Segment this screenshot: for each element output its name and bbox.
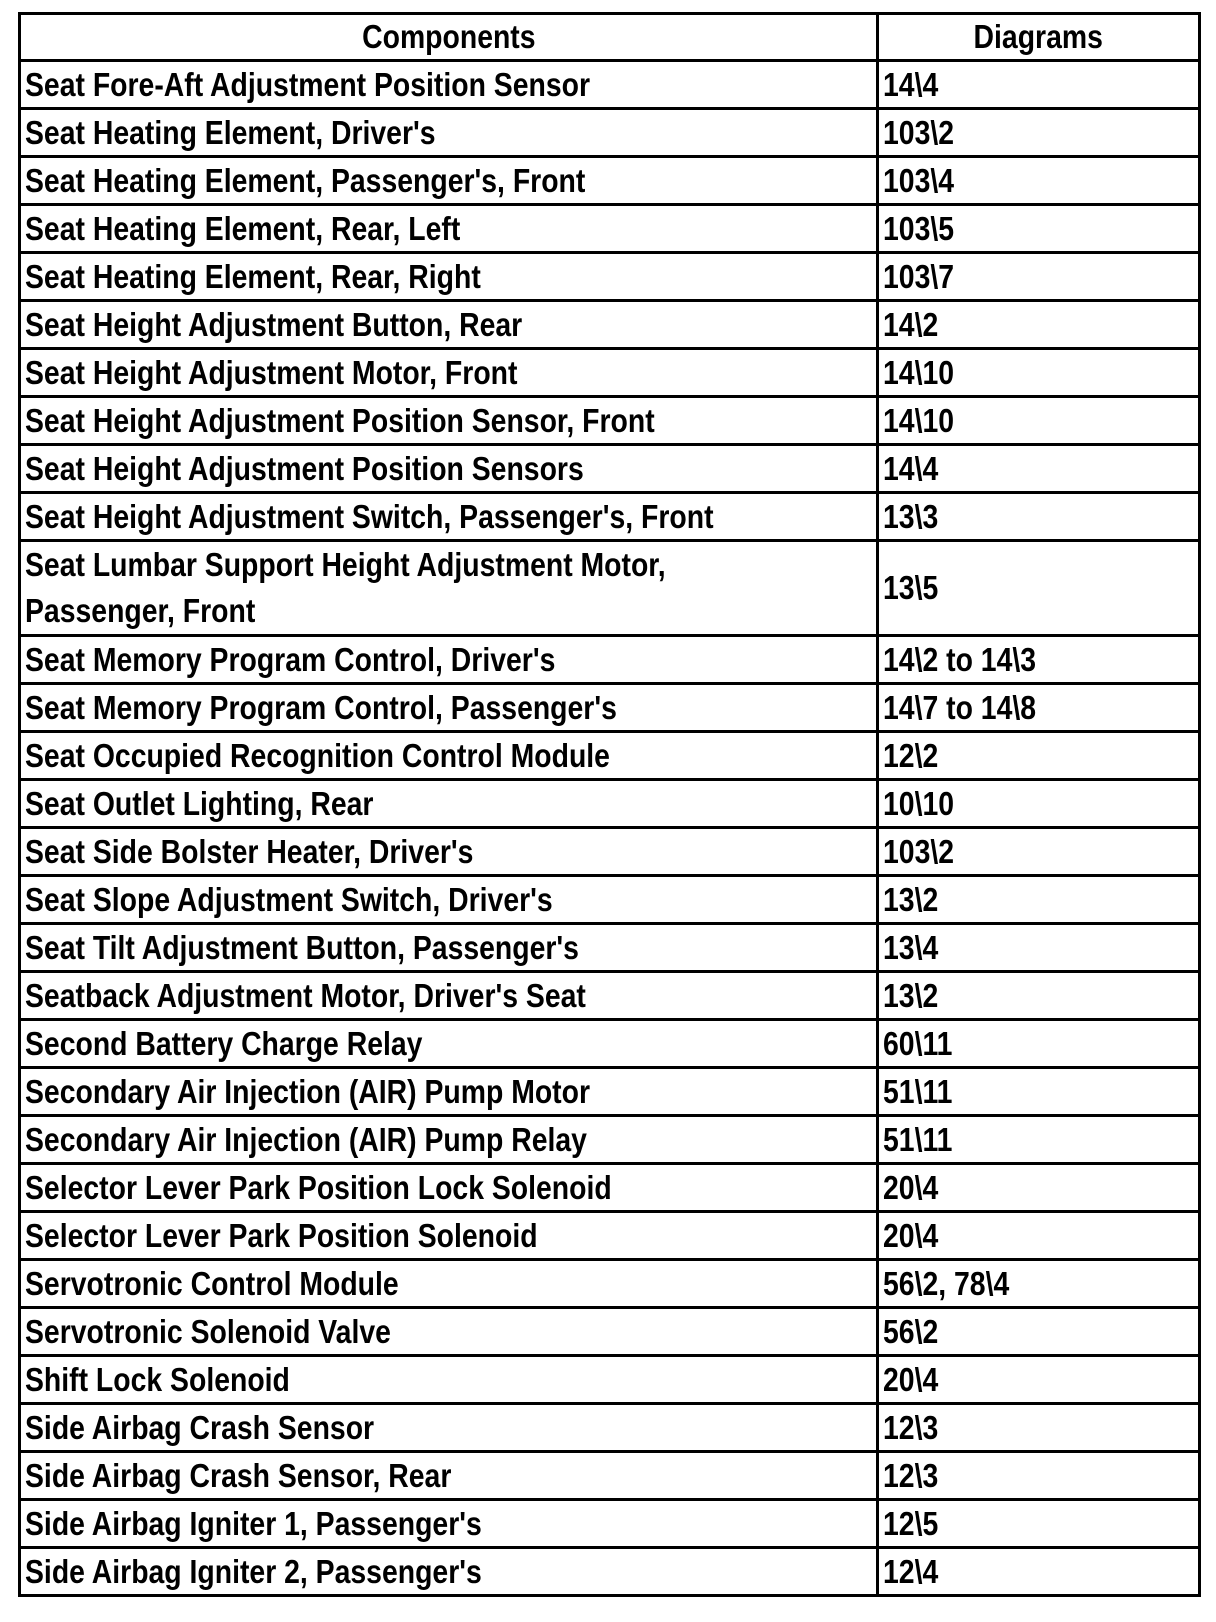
table-row [20, 1548, 1200, 1596]
diagram-cell: 13\5 [878, 541, 1200, 636]
header-diagrams: Diagrams [878, 14, 1200, 61]
diagram-cell: 10\10 [878, 780, 1200, 828]
header-row [20, 14, 1200, 61]
table-row [20, 1068, 1200, 1116]
table-row [20, 732, 1200, 780]
component-cell: Servotronic Control Module [20, 1260, 878, 1308]
diagram-cell: 14\10 [878, 397, 1200, 445]
diagram-cell: 56\2 [878, 1308, 1200, 1356]
diagram-cell: 20\4 [878, 1212, 1200, 1260]
table-row [20, 61, 1200, 109]
diagram-cell: 12\3 [878, 1404, 1200, 1452]
table-row [20, 1308, 1200, 1356]
table-row [20, 636, 1200, 684]
table-row [20, 684, 1200, 732]
component-cell: Seat Tilt Adjustment Button, Passenger's [20, 924, 878, 972]
table-row [20, 1500, 1200, 1548]
diagram-cell: 12\5 [878, 1500, 1200, 1548]
diagram-cell: 14\2 to 14\3 [878, 636, 1200, 684]
diagram-cell: 51\11 [878, 1068, 1200, 1116]
diagram-cell: 20\4 [878, 1164, 1200, 1212]
component-cell: Seat Occupied Recognition Control Module [20, 732, 878, 780]
component-cell: Seat Height Adjustment Button, Rear [20, 301, 878, 349]
component-cell: Secondary Air Injection (AIR) Pump Relay [20, 1116, 878, 1164]
component-cell: Seat Side Bolster Heater, Driver's [20, 828, 878, 876]
diagram-cell: 103\4 [878, 157, 1200, 205]
diagram-cell: 20\4 [878, 1356, 1200, 1404]
component-cell: Seat Memory Program Control, Driver's [20, 636, 878, 684]
table-row [20, 1020, 1200, 1068]
diagram-cell: 12\4 [878, 1548, 1200, 1596]
table-row [20, 1116, 1200, 1164]
diagram-cell: 60\11 [878, 1020, 1200, 1068]
diagram-cell: 56\2, 78\4 [878, 1260, 1200, 1308]
diagram-cell: 103\7 [878, 253, 1200, 301]
component-cell: Selector Lever Park Position Lock Solenoid [20, 1164, 878, 1212]
component-cell: Seat Lumbar Support Height Adjustment Motor, Passenger, Front [20, 541, 878, 636]
diagram-cell: 103\2 [878, 828, 1200, 876]
component-cell: Seat Height Adjustment Position Sensor, Front [20, 397, 878, 445]
table-row [20, 876, 1200, 924]
table-row [20, 301, 1200, 349]
table-row [20, 1404, 1200, 1452]
component-cell: Seat Height Adjustment Switch, Passenger's, Front [20, 493, 878, 541]
table-row [20, 349, 1200, 397]
component-diagram-table [18, 12, 1201, 1597]
component-cell: Seat Heating Element, Rear, Right [20, 253, 878, 301]
component-cell: Seatback Adjustment Motor, Driver's Seat [20, 972, 878, 1020]
diagram-cell: 14\2 [878, 301, 1200, 349]
diagram-cell: 13\2 [878, 876, 1200, 924]
component-cell: Second Battery Charge Relay [20, 1020, 878, 1068]
table-row [20, 445, 1200, 493]
diagram-cell: 103\2 [878, 109, 1200, 157]
header-components: Components [20, 14, 878, 61]
table-row [20, 397, 1200, 445]
diagram-cell: 103\5 [878, 205, 1200, 253]
component-cell: Seat Height Adjustment Position Sensors [20, 445, 878, 493]
table-row [20, 828, 1200, 876]
component-cell: Side Airbag Igniter 2, Passenger's [20, 1548, 878, 1596]
component-cell: Selector Lever Park Position Solenoid [20, 1212, 878, 1260]
table-row [20, 109, 1200, 157]
table-row [20, 1452, 1200, 1500]
table-row [20, 972, 1200, 1020]
component-cell: Shift Lock Solenoid [20, 1356, 878, 1404]
component-cell: Seat Heating Element, Driver's [20, 109, 878, 157]
diagram-cell: 14\7 to 14\8 [878, 684, 1200, 732]
component-cell: Secondary Air Injection (AIR) Pump Motor [20, 1068, 878, 1116]
component-cell: Seat Heating Element, Passenger's, Front [20, 157, 878, 205]
component-cell: Seat Fore-Aft Adjustment Position Sensor [20, 61, 878, 109]
diagram-cell: 13\3 [878, 493, 1200, 541]
table-row [20, 493, 1200, 541]
table-row [20, 541, 1200, 636]
table-row [20, 1164, 1200, 1212]
diagram-cell: 14\4 [878, 61, 1200, 109]
diagram-cell: 51\11 [878, 1116, 1200, 1164]
component-cell: Seat Height Adjustment Motor, Front [20, 349, 878, 397]
diagram-cell: 12\3 [878, 1452, 1200, 1500]
component-cell: Side Airbag Igniter 1, Passenger's [20, 1500, 878, 1548]
component-cell: Servotronic Solenoid Valve [20, 1308, 878, 1356]
component-cell: Seat Outlet Lighting, Rear [20, 780, 878, 828]
component-cell: Side Airbag Crash Sensor [20, 1404, 878, 1452]
diagram-cell: 12\2 [878, 732, 1200, 780]
component-cell: Seat Memory Program Control, Passenger's [20, 684, 878, 732]
component-index-sheet [18, 12, 1198, 1597]
table-row [20, 157, 1200, 205]
table-row [20, 205, 1200, 253]
diagram-cell: 14\4 [878, 445, 1200, 493]
table-row [20, 780, 1200, 828]
table-row [20, 1212, 1200, 1260]
diagram-cell: 13\2 [878, 972, 1200, 1020]
table-row [20, 1260, 1200, 1308]
component-cell: Side Airbag Crash Sensor, Rear [20, 1452, 878, 1500]
diagram-cell: 14\10 [878, 349, 1200, 397]
table-row [20, 924, 1200, 972]
component-cell: Seat Slope Adjustment Switch, Driver's [20, 876, 878, 924]
component-cell: Seat Heating Element, Rear, Left [20, 205, 878, 253]
table-row [20, 1356, 1200, 1404]
diagram-cell: 13\4 [878, 924, 1200, 972]
table-row [20, 253, 1200, 301]
